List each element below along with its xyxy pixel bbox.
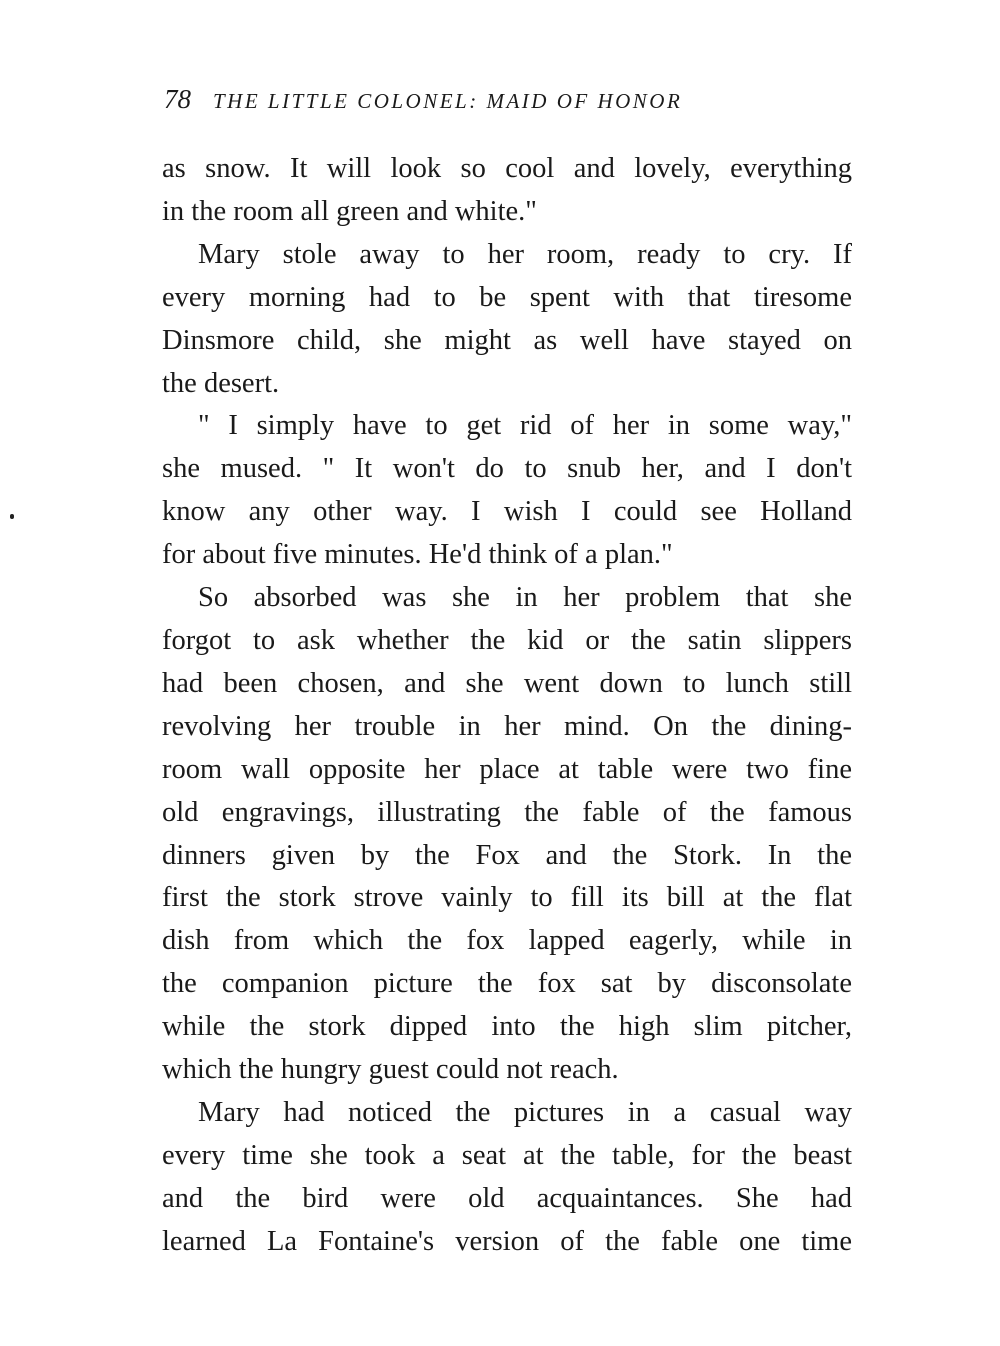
text-line: every morning had to be spent with that tiresome — [162, 281, 852, 313]
body-text — [162, 148, 852, 1264]
text-line: and the bird were old acquaintances. She had — [162, 1182, 852, 1214]
page-number: 78 — [164, 84, 191, 114]
text-line: had been chosen, and she went down to lunch still — [162, 667, 852, 699]
text-line: she mused. " It won't do to snub her, and I don't — [162, 453, 852, 485]
text-line: as snow. It will look so cool and lovely, everything — [162, 153, 852, 184]
text-line: " I simply have to get rid of her in some way," — [198, 410, 852, 442]
margin-mark — [10, 514, 14, 519]
running-header — [164, 84, 854, 120]
running-title: THE LITTLE COLONEL: MAID OF HONOR — [213, 89, 683, 113]
text-line: Mary had noticed the pictures in a casual way — [198, 1096, 852, 1128]
text-line: in the room all green and white." — [162, 195, 537, 227]
text-line: every time she took a seat at the table, for the beast — [162, 1139, 852, 1171]
text-line: first the stork strove vainly to fill its bill at the flat — [162, 882, 852, 914]
text-line: room wall opposite her place at table were two fine — [162, 753, 852, 785]
text-line: which the hungry guest could not reach. — [162, 1054, 619, 1086]
text-line: while the stork dipped into the high slim pitcher, — [162, 1011, 852, 1043]
text-line: the companion picture the fox sat by disconsolate — [162, 968, 852, 1000]
text-line: revolving her trouble in her mind. On the dining- — [162, 710, 852, 742]
text-line: dish from which the fox lapped eagerly, while in — [162, 925, 852, 957]
text-line: Dinsmore child, she might as well have stayed on — [162, 324, 852, 356]
text-line: learned La Fontaine's version of the fable one time — [162, 1225, 852, 1257]
text-line: forgot to ask whether the kid or the satin slippers — [162, 624, 852, 656]
text-line: dinners given by the Fox and the Stork. In the — [162, 839, 852, 871]
text-line: for about five minutes. He'd think of a plan." — [162, 539, 673, 571]
text-line: old engravings, illustrating the fable of the famous — [162, 796, 852, 828]
text-line: the desert. — [162, 367, 280, 399]
text-line: know any other way. I wish I could see Holland — [162, 496, 852, 528]
text-line: So absorbed was she in her problem that she — [198, 582, 852, 614]
text-line: Mary stole away to her room, ready to cry. If — [198, 238, 852, 270]
